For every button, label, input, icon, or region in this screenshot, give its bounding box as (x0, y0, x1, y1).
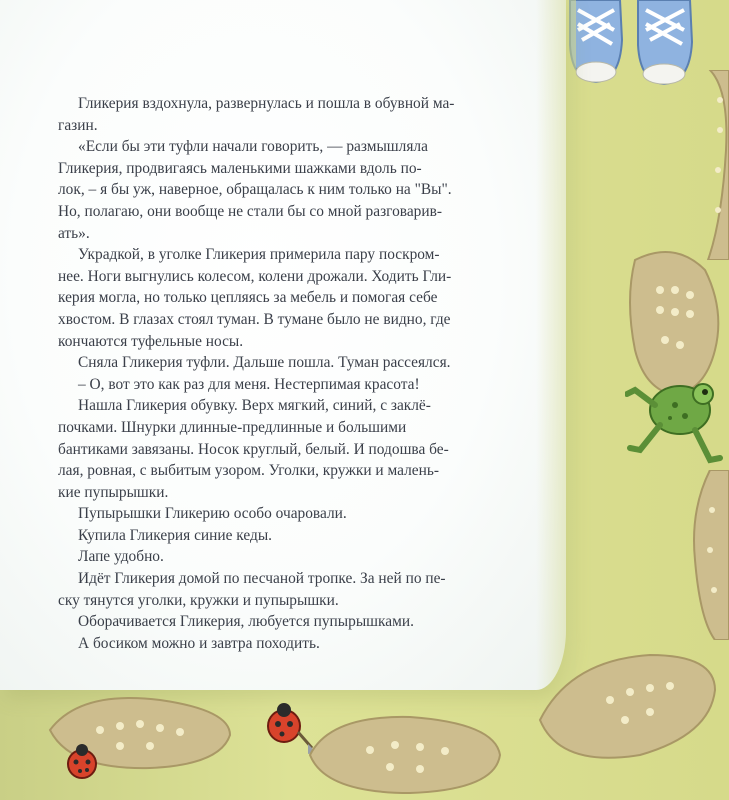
text-line: почками. Шнурки длинные-предлинные и большими (58, 418, 407, 436)
text-line: кие пупырышки. (58, 483, 169, 501)
text-line: Лапе удобно. (78, 548, 164, 566)
text-line: Оборачивается Гликерия, любуется пупырышками. (78, 613, 414, 631)
text-line: Но, полагаю, они вообще не стали бы со мной разговарив- (58, 202, 442, 220)
text-line: Гликерия вздохнула, развернулась и пошла в обувной ма- (78, 95, 455, 112)
text-line: газин. (58, 116, 98, 134)
text-line: «Если бы эти туфли начали говорить, — размышляла (78, 138, 428, 156)
text-line: кончаются туфельные носы. (58, 332, 244, 350)
text-line: Купила Гликерия синие кеды. (78, 526, 273, 544)
footprint-icon (680, 470, 729, 640)
footprint-icon (300, 705, 510, 800)
ladybug-icon (62, 740, 102, 780)
frog-icon (625, 350, 729, 470)
text-line: лая, ровная, с выбитым узором. Уголки, кружки и малень- (58, 462, 439, 480)
footprint-icon (690, 70, 729, 260)
footprint-icon (530, 640, 720, 770)
text-line: хвостом. В глазах стоял туман. В тумане было не видно, где (58, 310, 451, 328)
text-line: Сняла Гликерия туфли. Дальше пошла. Туман рассеялся. (78, 354, 451, 372)
text-line: керия могла, но только цепляясь за мебель и помогая себе (58, 289, 438, 307)
text-line: Украдкой, в уголке Гликерия примерила пару поскром- (78, 246, 440, 264)
text-line: Пупырышки Гликерию особо очаровали. (78, 505, 347, 523)
text-line: ать». (58, 224, 90, 242)
text-line: А босиком можно и завтра походить. (78, 634, 320, 652)
text-line: нее. Ноги выгнулись колесом, колени дрожали. Ходить Гли- (58, 267, 452, 285)
text-line: Гликерия, продвигаясь маленькими шажками вдоль по- (58, 159, 422, 177)
text-line: бантиками завязаны. Носок круглый, белый. И подошва бе- (58, 440, 449, 458)
text-line: Нашла Гликерия обувку. Верх мягкий, синий, с заклё- (78, 397, 431, 415)
text-line: лок, – я бы уж, наверное, обращалась к ним только на "Вы". (58, 181, 452, 199)
text-line: ску тянутся уголки, кружки и пупырышки. (58, 591, 339, 609)
text-line: Идёт Гликерия домой по песчаной тропке. За ней по пе- (78, 570, 446, 588)
story-text (58, 93, 558, 654)
text-line: – О, вот это как раз для меня. Нестерпимая красота! (78, 375, 420, 393)
